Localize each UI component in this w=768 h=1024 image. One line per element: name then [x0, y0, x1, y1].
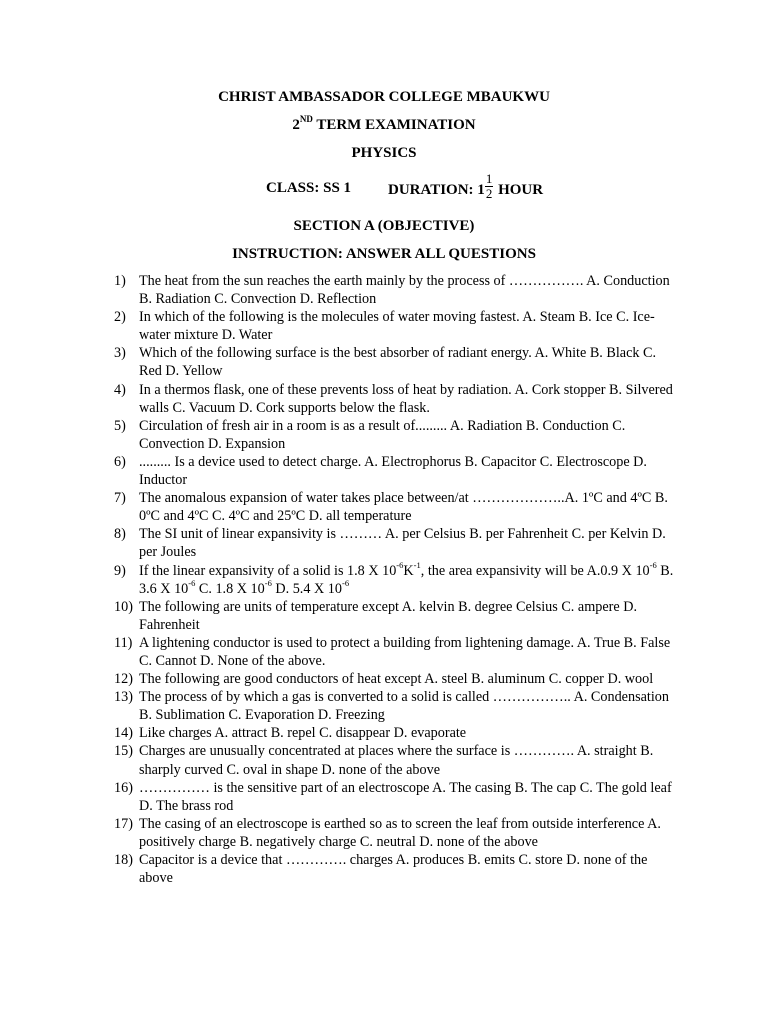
question-text: In a thermos flask, one of these prevents loss of heat by radiation. A. Cork stopper B. Silvered walls C. Vacuum D. Cork supports below the flask.: [139, 381, 673, 416]
question-item: [0, 815, 679, 851]
question-text: ......... Is a device used to detect charge. A. Electrophorus B. Capacitor C. Electroscope D. Inductor: [139, 453, 647, 489]
question-number: 14): [114, 725, 133, 742]
question-text: The following are units of temperature except A. kelvin B. degree Celsius C. ampere D. Fahrenheit: [139, 598, 637, 633]
question-text: A lightening conductor is used to protect a building from lightening damage. A. True B. False C. Cannot D. None of the above.: [139, 634, 671, 669]
superscript: -6: [341, 577, 350, 588]
question-number: 17): [114, 815, 133, 832]
question-item: [0, 453, 679, 489]
question-item: [0, 381, 679, 417]
question-item: [0, 308, 679, 344]
class-duration-line: [0, 172, 768, 208]
superscript: -6: [188, 577, 196, 588]
question-number: 12): [114, 671, 133, 688]
question-text: [139, 559, 674, 597]
question-item: [0, 688, 679, 724]
question-number: 18): [114, 852, 133, 868]
question-text: Which of the following surface is the best absorber of radiant energy. A. White B. Black C. Red D. Yellow: [139, 345, 657, 380]
question-item: [0, 779, 679, 815]
question-text: The SI unit of linear expansivity is ……… A. per Celsius B. per Fahrenheit C. per Kelvin D. per Joules: [139, 526, 666, 561]
question-text: Circulation of fresh air in a room is as a result of......... A. Radiation B. Conduction C. Convection D. Expansion: [139, 417, 626, 452]
question-item: [0, 559, 679, 598]
text-segment: D. 5.4 X 10: [271, 580, 342, 597]
question-item: [0, 489, 679, 525]
duration-label: [388, 171, 544, 201]
subject-title: PHYSICS: [351, 145, 417, 161]
question-item: [0, 851, 679, 887]
fraction-denominator: 2: [485, 186, 493, 201]
question-text: The process of by which a gas is converted to a solid is called …………….. A. Condensation B. Sublimation C. Evaporation D. Freezing: [139, 689, 669, 724]
superscript: -1: [413, 559, 421, 570]
question-text: The anomalous expansion of water takes place between/at ………………..A. 1ºC and 4ºC B. 0ºC and 4ºC C. 4ºC and 25ºC D. all temperature: [139, 490, 668, 525]
question-number: 8): [114, 526, 126, 543]
question-item: [0, 634, 679, 670]
text-segment: K: [403, 562, 414, 579]
question-number: 6): [114, 453, 126, 470]
question-number: 5): [114, 417, 126, 434]
question-text: Capacitor is a device that …………. charges A. produces B. emits C. store D. none of the above: [139, 852, 648, 887]
duration-fraction: [485, 172, 494, 201]
question-number: 11): [114, 634, 133, 651]
question-number: 16): [114, 779, 133, 796]
question-text: …………… is the sensitive part of an electroscope A. The casing B. The cap C. The gold leaf D. The brass rod: [139, 779, 672, 814]
question-list: [0, 272, 768, 887]
question-text: The following are good conductors of heat except A. steel B. aluminum C. copper D. wool: [139, 671, 654, 688]
question-item: [0, 670, 679, 688]
text-segment: , the area expansivity will be A.0.9 X 10: [420, 562, 650, 579]
fraction-numerator: 1: [485, 171, 493, 186]
question-number: 3): [114, 345, 126, 362]
text-segment: If the linear expansivity of a solid is 1.8 X 10: [139, 562, 397, 579]
question-number: 13): [114, 689, 133, 706]
term-ordinal: ND: [299, 114, 313, 124]
question-item: [0, 742, 679, 778]
question-item: [0, 272, 679, 308]
superscript: -6: [649, 559, 657, 570]
question-item: [0, 417, 679, 453]
question-number: 1): [114, 273, 126, 289]
text-segment: C. 1.8 X 10: [195, 580, 265, 597]
question-number: 2): [114, 309, 126, 326]
question-text: In which of the following is the molecules of water moving fastest. A. Steam B. Ice C. Ice-water mixture D. Water: [139, 309, 655, 344]
school-name: CHRIST AMBASSADOR COLLEGE MBAUKWU: [218, 89, 550, 105]
term-number: 2: [292, 117, 300, 133]
question-item: [0, 344, 679, 380]
question-item: [0, 598, 679, 634]
superscript: -6: [264, 577, 272, 588]
question-number: 10): [114, 598, 133, 615]
instruction-line: INSTRUCTION: ANSWER ALL QUESTIONS: [232, 246, 536, 262]
question-text: The heat from the sun reaches the earth mainly by the process of ……………. A. Conduction B. Radiation C. Convection D. Reflection: [139, 273, 670, 308]
question-text: Charges are unusually concentrated at places where the surface is …………. A. straight B. sharply curved C. oval in shape D. none of the above: [139, 743, 654, 778]
question-number: 7): [114, 490, 126, 507]
superscript: -6: [396, 559, 404, 570]
question-number: 9): [114, 562, 126, 579]
question-number: 4): [114, 381, 126, 398]
text-segment: B. 3.6 X 10: [139, 562, 674, 597]
term-title: TERM EXAMINATION: [312, 117, 476, 133]
question-number: 15): [114, 743, 133, 760]
question-text: Like charges A. attract B. repel C. disappear D. evaporate: [139, 725, 467, 742]
duration-unit: HOUR: [494, 181, 544, 198]
exam-title: [0, 116, 768, 134]
question-item: [0, 724, 679, 742]
duration-prefix: DURATION: 1: [388, 181, 485, 198]
question-text: The casing of an electroscope is earthed so as to screen the leaf from outside interference A. positively charge B. negatively charge C. neutral D. none of the above: [139, 815, 661, 850]
class-label: CLASS: SS 1: [266, 180, 352, 196]
section-title: SECTION A (OBJECTIVE): [293, 218, 475, 234]
question-item: [0, 525, 679, 561]
